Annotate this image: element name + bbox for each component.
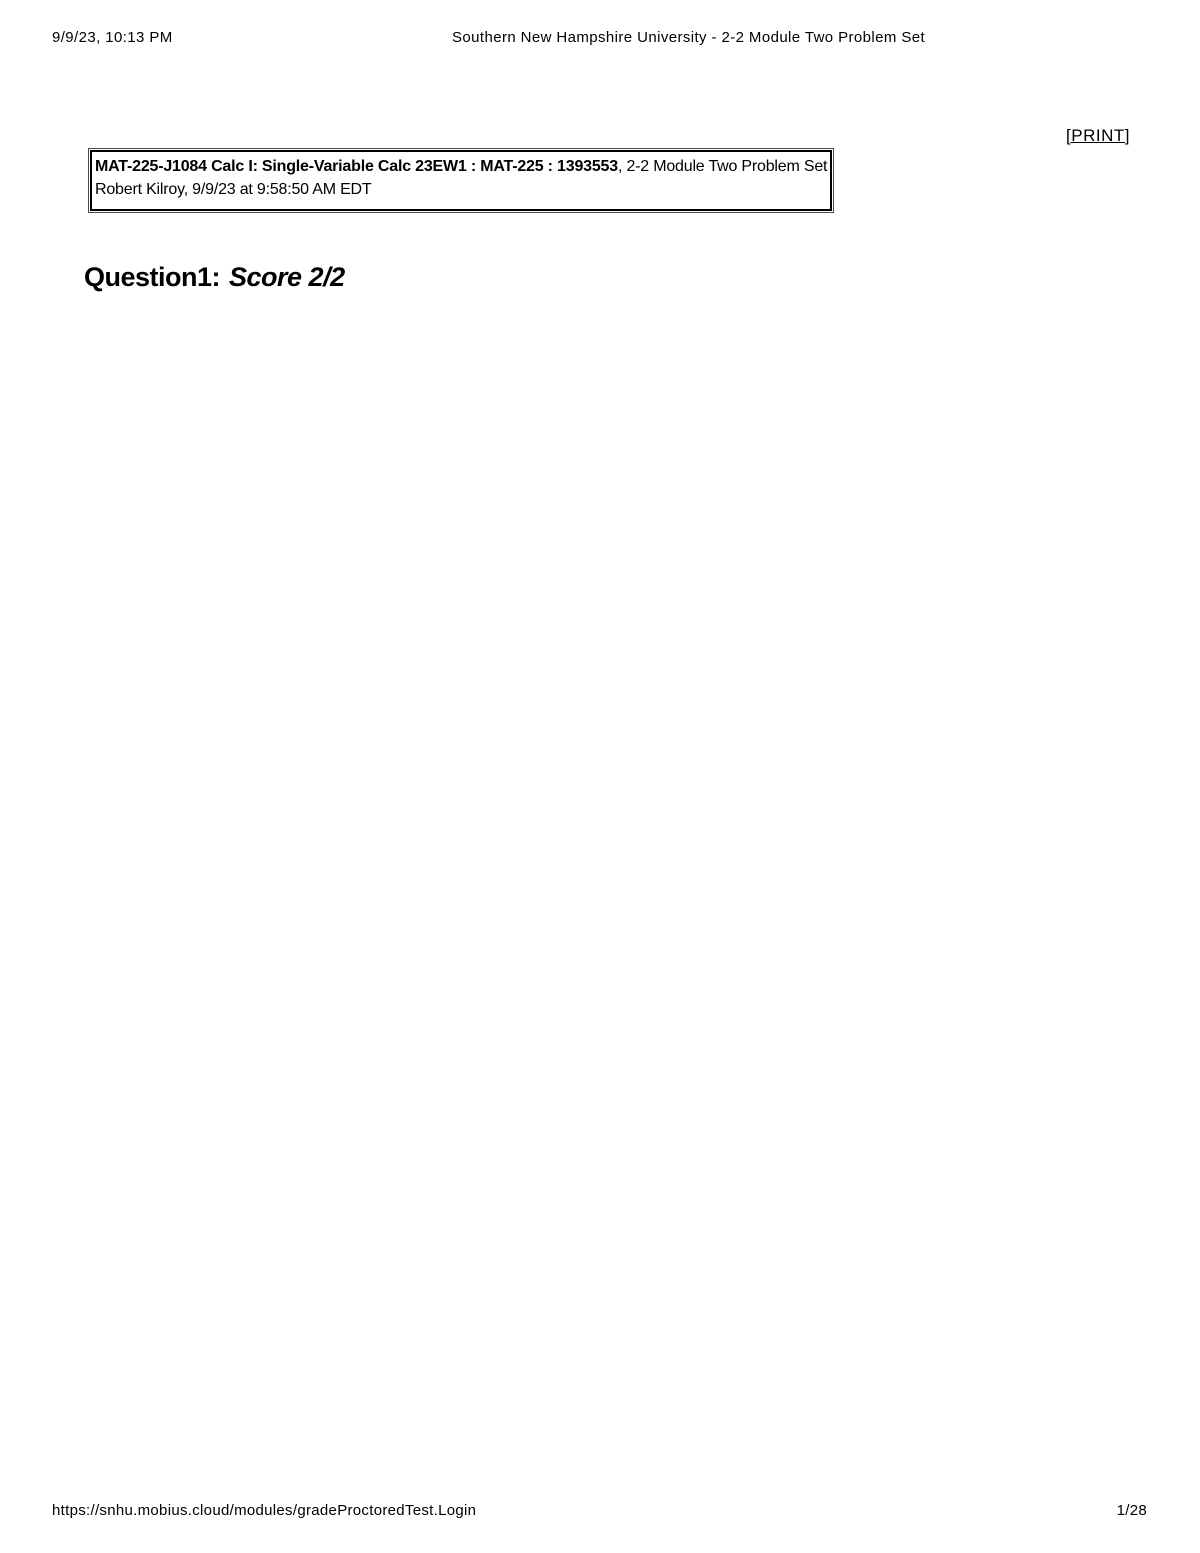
course-title-rest: , 2-2 Module Two Problem Set — [617, 158, 828, 175]
question-score: Score 2/2 — [229, 262, 345, 292]
course-title-line — [95, 155, 827, 178]
course-title-bold: MAT-225-J1084 Calc I: Single-Variable Calc 23EW1 : MAT-225 : 1393553 — [95, 158, 618, 175]
print-link[interactable]: [PRINT] — [1066, 126, 1130, 145]
footer-page-number: 1/28 — [1116, 1502, 1147, 1519]
course-info-box — [88, 148, 834, 213]
course-info-box-inner — [90, 150, 832, 211]
question-heading — [84, 262, 345, 293]
attempt-info-line: Robert Kilroy, 9/9/23 at 9:58:50 AM EDT — [95, 181, 372, 198]
footer-url: https://snhu.mobius.cloud/modules/gradeProctoredTest.Login — [52, 1502, 477, 1519]
header-page-title: Southern New Hampshire University - 2-2 Module Two Problem Set — [452, 29, 926, 46]
question-label: Question1: — [84, 262, 221, 292]
header-datetime: 9/9/23, 10:13 PM — [52, 29, 173, 46]
